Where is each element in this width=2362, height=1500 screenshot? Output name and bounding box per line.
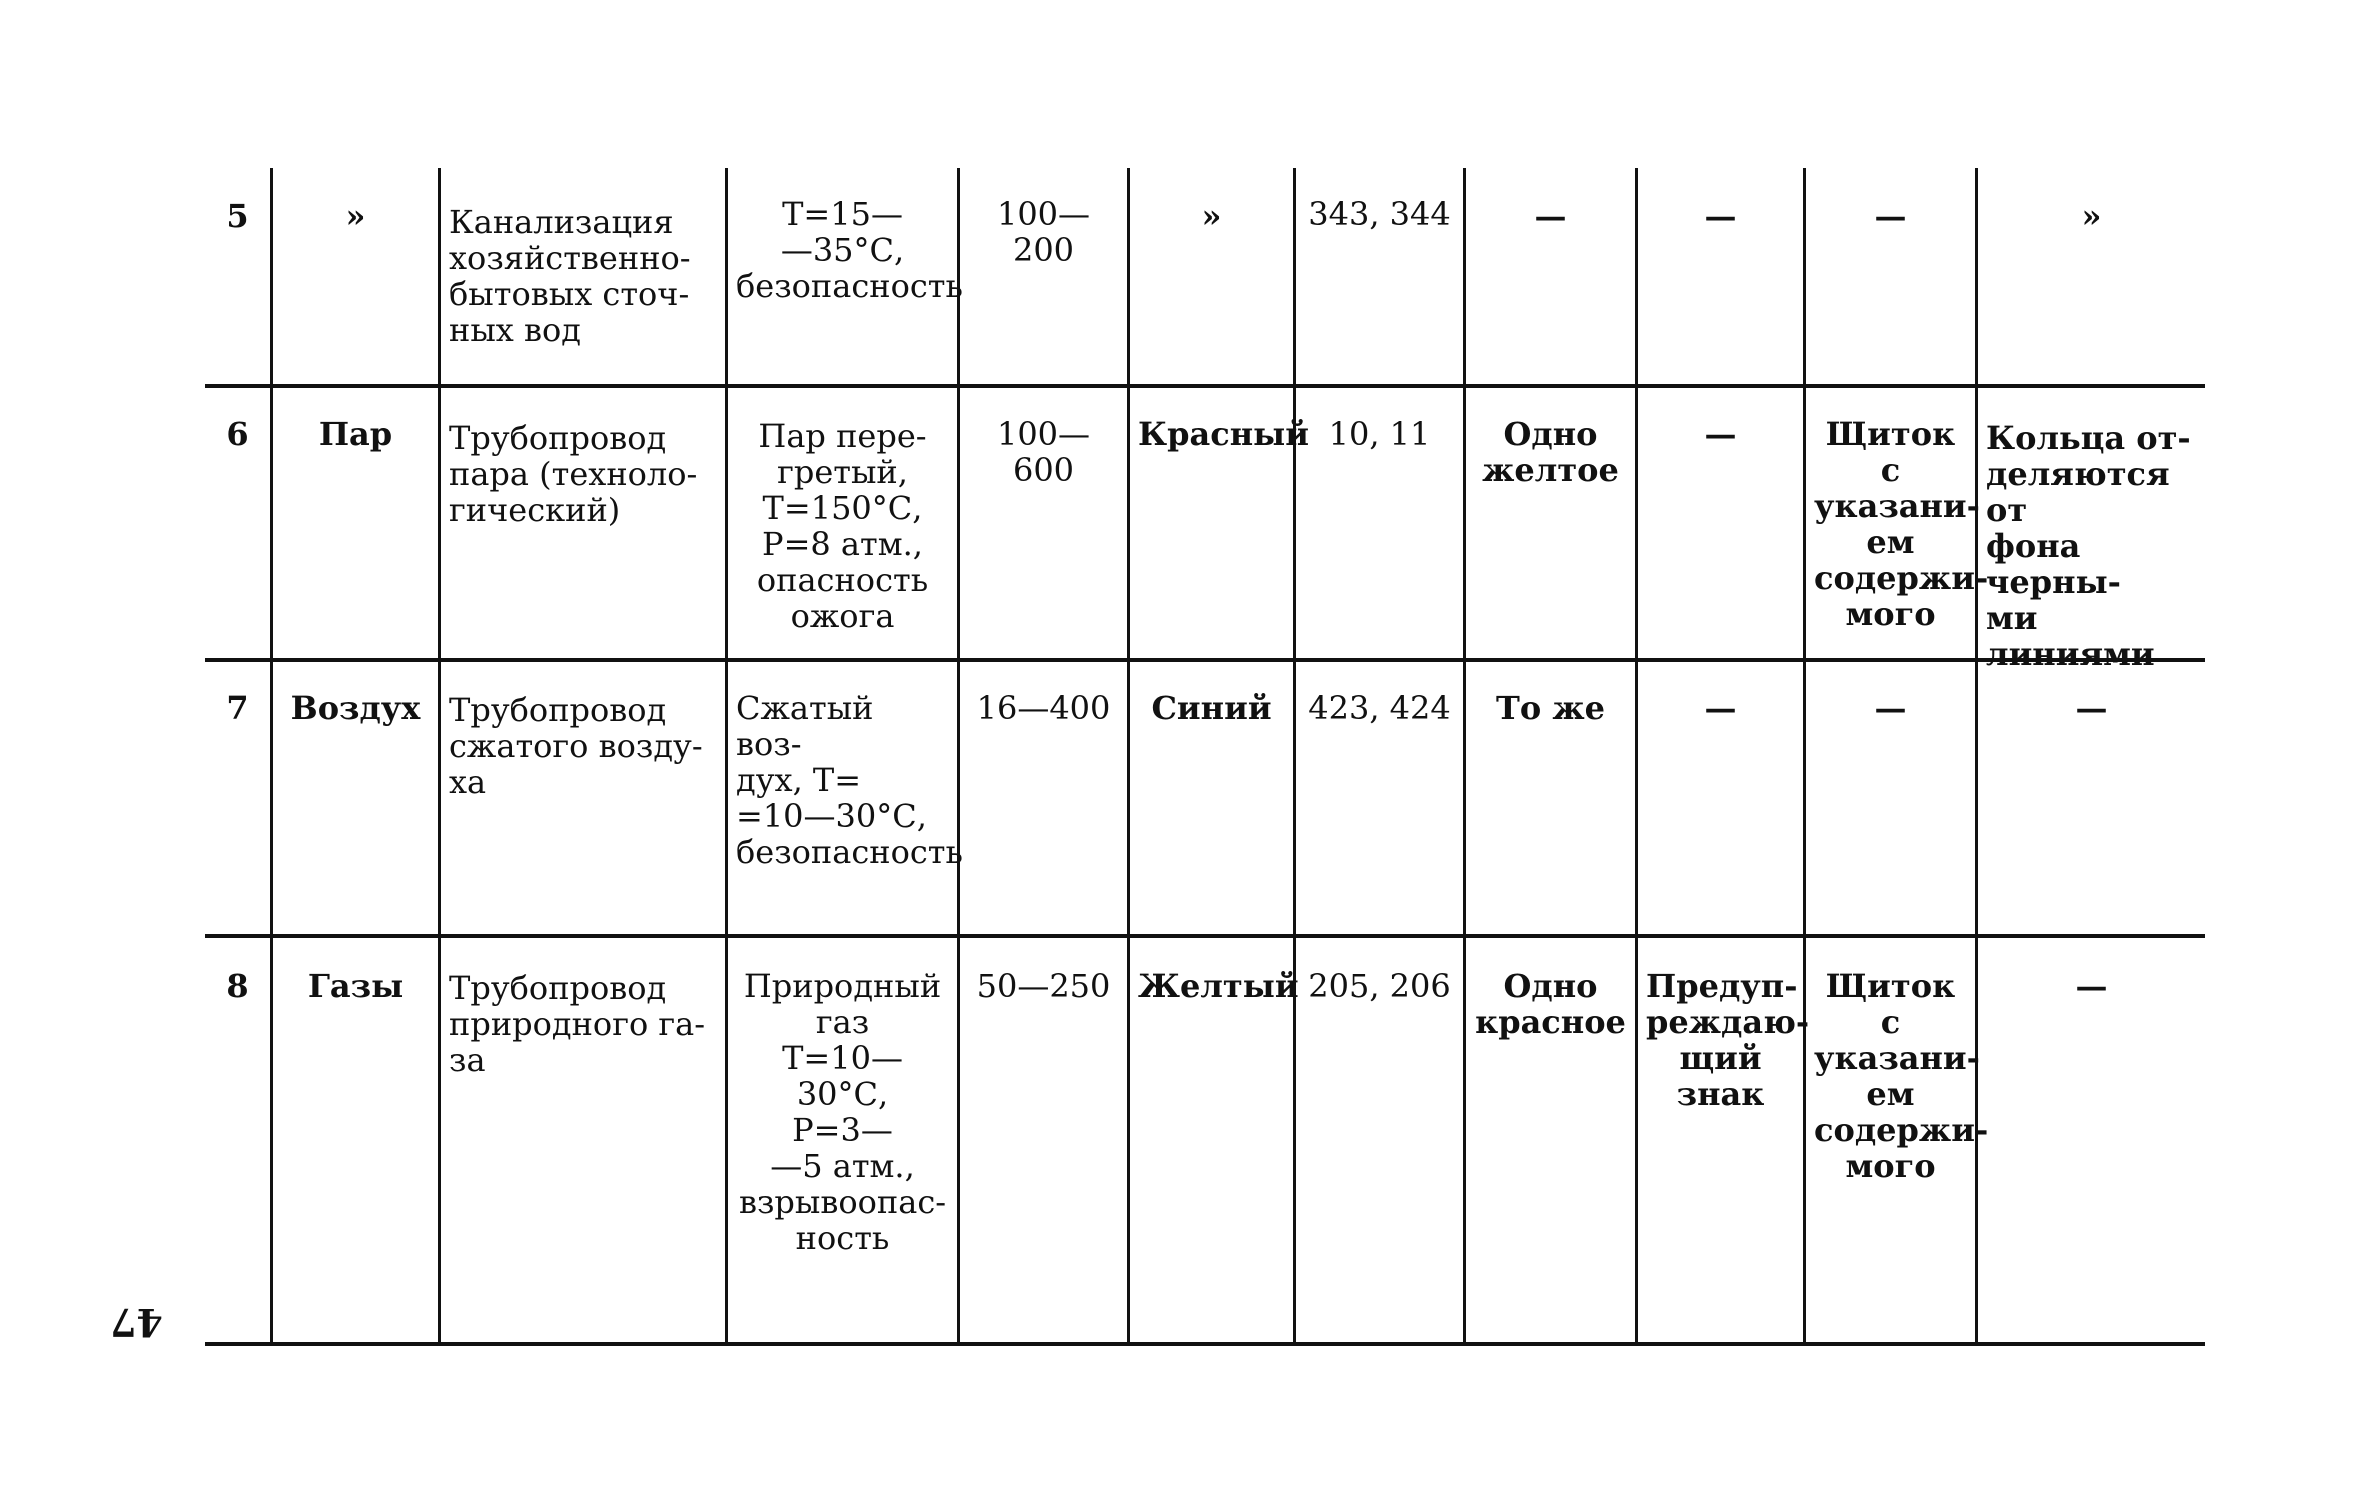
color-cell: Желтый (1138, 967, 1299, 1005)
row-number: 7 (226, 689, 249, 727)
warning-sign-cell: — (1704, 689, 1737, 727)
table-row (205, 168, 2205, 384)
diameter-cell: 100—200 (996, 195, 1091, 269)
note-cell: Кольца от- деляются от фона черны- ми линиями (1986, 419, 2191, 673)
color-cell: » (1201, 197, 1222, 235)
conditions-cell: Природный газ T=10— 30°С, P=3— —5 атм., взрывоопас- ность (738, 967, 947, 1257)
diameter-cell: 16—400 (976, 689, 1111, 727)
row-number: 6 (226, 415, 249, 453)
pipeline-cell: Трубопровод сжатого возду- ха (449, 691, 703, 801)
plate-cell: Щиток с указани- ем содержи- мого (1814, 415, 1989, 633)
substance-cell: » (345, 197, 366, 235)
table-row (205, 938, 2205, 1342)
rings-cell: Одно желтое (1482, 415, 1619, 489)
note-cell: » (2081, 197, 2102, 235)
conditions-cell: T=15— —35°С, безопасность (736, 195, 963, 305)
rings-cell: Одно красное (1475, 967, 1626, 1041)
conditions-cell: Пар пере- гретый, T=150°С, P=8 атм., опасность ожога (756, 417, 929, 635)
table-row (205, 662, 2205, 934)
page-number: 47 (110, 1300, 163, 1345)
plate-cell: — (1874, 197, 1907, 235)
pipeline-marking-table (205, 168, 2205, 1354)
color-code-cell: 10, 11 (1328, 415, 1431, 453)
row-number: 8 (226, 967, 249, 1005)
plate-cell: Щиток с указани- ем содержи- мого (1814, 967, 1989, 1185)
row-divider (205, 1342, 2205, 1346)
pipeline-cell: Трубопровод природного га- за (449, 969, 706, 1079)
row-number: 5 (226, 197, 249, 235)
pipeline-cell: Трубопровод пара (техноло- гический) (449, 419, 698, 529)
substance-cell: Пар (318, 415, 393, 453)
color-cell: Синий (1151, 689, 1272, 727)
diameter-cell: 50—250 (976, 967, 1111, 1005)
warning-sign-cell: — (1704, 415, 1737, 453)
conditions-cell: Сжатый воз- дух, T= =10—30°С, безопасность (736, 689, 963, 871)
diameter-cell: 100—600 (996, 415, 1091, 489)
warning-sign-cell: Предуп- реждаю- щий знак (1646, 967, 1810, 1113)
plate-cell: — (1874, 689, 1907, 727)
color-cell: Красный (1138, 415, 1309, 453)
rings-cell: — (1534, 197, 1567, 235)
warning-sign-cell: — (1704, 197, 1737, 235)
table-row (205, 388, 2205, 673)
color-code-cell: 343, 344 (1308, 195, 1451, 233)
note-cell: — (2075, 689, 2108, 727)
color-code-cell: 205, 206 (1308, 967, 1451, 1005)
rings-cell: То же (1496, 689, 1605, 727)
pipeline-cell: Канализация хозяйственно- бытовых сточ- ных вод (449, 203, 691, 349)
note-cell: — (2075, 967, 2108, 1005)
substance-cell: Воздух (290, 689, 421, 727)
substance-cell: Газы (307, 967, 404, 1005)
color-code-cell: 423, 424 (1308, 689, 1451, 727)
